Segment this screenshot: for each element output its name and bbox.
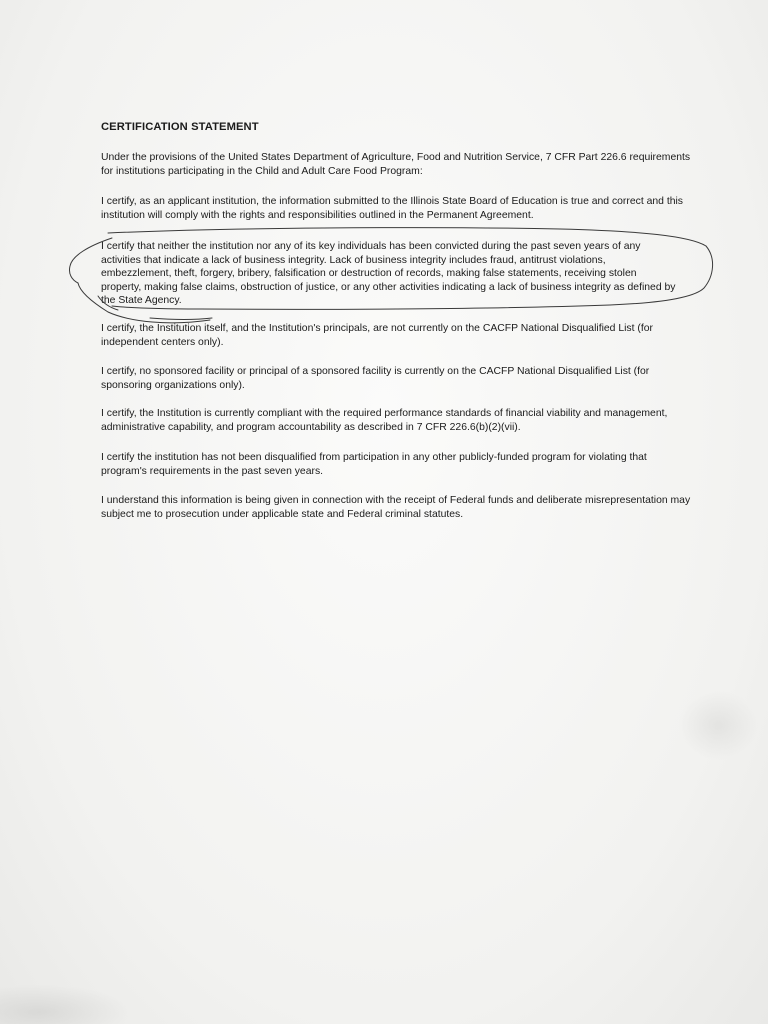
certification-heading: CERTIFICATION STATEMENT [101, 121, 259, 133]
scan-smudge [678, 690, 758, 760]
paragraph-performance-standards: I certify, the Institution is currently compliant with the required performance standards of financial viability and management, administrative capability, and program accountability as described in 7 CFR 226.6(b)(2)(vii). [101, 408, 668, 433]
scan-smudge-corner [0, 984, 130, 1024]
paragraph-disqualified-list-sponsoring: I certify, no sponsored facility or principal of a sponsored facility is currently on the CACFP National Disqualified List (for sponsoring organizations only). [101, 366, 650, 391]
paragraph-disqualified-list-independent: I certify, the Institution itself, and the Institution's principals, are not currently on the CACFP National Disqualified List (for independent centers only). [101, 323, 653, 348]
paragraph-publicly-funded-program: I certify the institution has not been disqualified from participation in any other publicly-funded program for violating that program's requirements in the past seven years. [101, 452, 647, 477]
paragraph-federal-funds-misrepresentation: I understand this information is being given in connection with the receipt of Federal funds and deliberate misrepresentation may subject me to prosecution under applicable state and Federal criminal statutes. [101, 495, 691, 520]
paragraph-applicant-certification: I certify, as an applicant institution, the information submitted to the Illinois State Board of Education is true and correct and this institution will comply with the rights and responsibilities outlined in the Permanent Agreement. [101, 196, 683, 221]
paragraph-business-integrity: I certify that neither the institution nor any of its key individuals has been convicted during the past seven years of any activities that indicate a lack of business integrity. Lack of business integrity includes fraud, antitrust violations, embezzlement, theft, forgery, bribery, falsification or destruction of records, making false statements, receiving stolen property, making false claims, obstruction of justice, or any other activities indicating a lack of business integrity as defined by the State Agency. [101, 241, 676, 307]
paragraph-usda-provisions: Under the provisions of the United States Department of Agriculture, Food and Nutrition Service, 7 CFR Part 226.6 requirements for institutions participating in the Child and Adult Care Food Program: [101, 152, 691, 177]
circle-tail-stroke [150, 318, 212, 320]
